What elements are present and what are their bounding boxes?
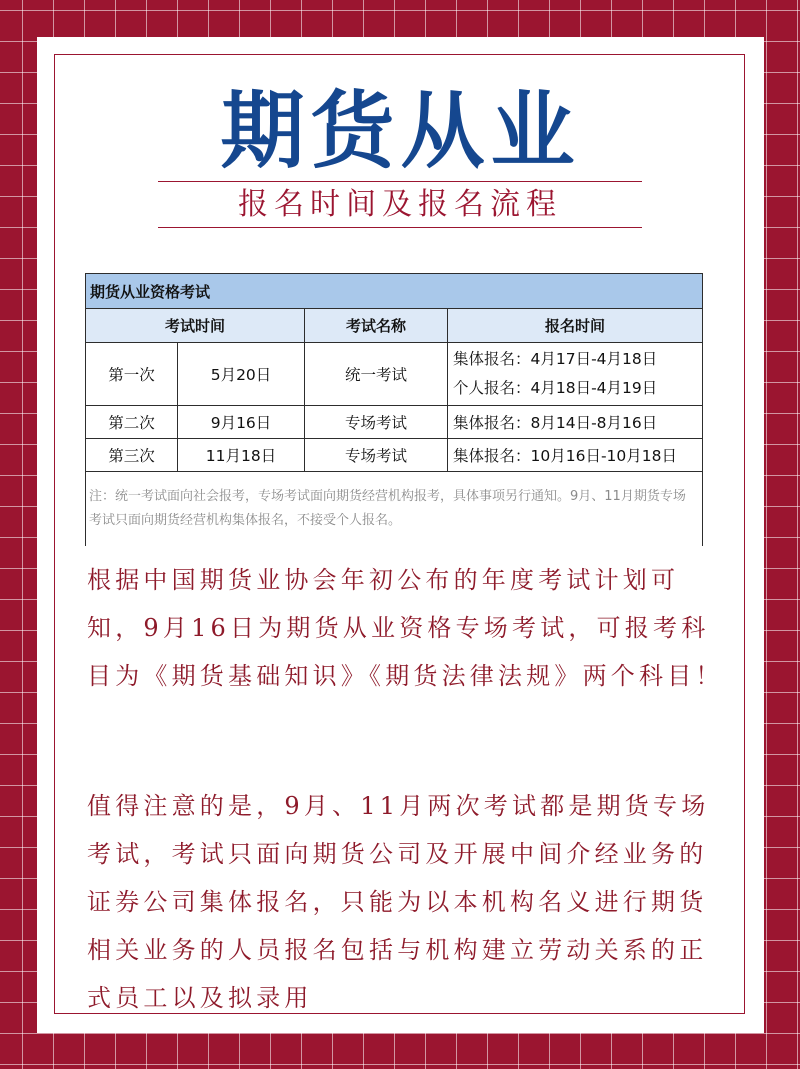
registration-line: 集体报名：10月16日-10月18日: [453, 447, 677, 465]
table-note-row: [86, 472, 703, 547]
registration-cell: [448, 439, 703, 472]
exam-schedule-table: [85, 273, 703, 546]
registration-line: 集体报名：8月14日-8月16日: [453, 414, 658, 432]
column-header-exam-time: 考试时间: [86, 309, 305, 343]
table-caption: 期货从业资格考试: [86, 274, 703, 309]
round-cell: 第二次: [86, 406, 178, 439]
registration-cell: [448, 406, 703, 439]
column-header-registration-time: 报名时间: [448, 309, 703, 343]
table-row: [86, 439, 703, 472]
body-paragraph: 值得注意的是，9月、11月两次考试都是期货专场考试，考试只面向期货公司及开展中间介经业务的证券公司集体报名，只能为以本机构名义进行期货相关业务的人员报名包括与机构建立劳动关系的正式员工以及拟录用: [87, 792, 710, 1012]
registration-line: 集体报名：4月17日-4月18日: [453, 350, 658, 368]
table-caption-row: [86, 274, 703, 309]
round-cell: 第三次: [86, 439, 178, 472]
date-cell: 9月16日: [178, 406, 305, 439]
registration-line: 个人报名：4月18日-4月19日: [453, 379, 658, 397]
exam-name-cell: 专场考试: [305, 406, 448, 439]
table-note: 注：统一考试面向社会报考，专场考试面向期货经营机构报考，具体事项另行通知。9月、11月期货专场考试只面向期货经营机构集体报名，不接受个人报名。: [86, 472, 703, 547]
table-row: [86, 343, 703, 406]
registration-cell: [448, 343, 703, 406]
column-header-exam-name: 考试名称: [305, 309, 448, 343]
poster-card: [37, 37, 764, 1033]
round-cell: 第一次: [86, 343, 178, 406]
table-row: [86, 406, 703, 439]
date-cell: 5月20日: [178, 343, 305, 406]
subtitle-top-rule: [158, 181, 642, 182]
date-cell: 11月18日: [178, 439, 305, 472]
page-title: 期货从业: [220, 82, 581, 180]
subtitle-bottom-rule: [158, 227, 642, 228]
page-subtitle: 报名时间及报名流程: [238, 187, 562, 222]
table-header-row: [86, 309, 703, 343]
exam-name-cell: 专场考试: [305, 439, 448, 472]
exam-name-cell: 统一考试: [305, 343, 448, 406]
body-paragraph: 根据中国期货业协会年初公布的年度考试计划可知，9月16日为期货从业资格专场考试，可报考科目为《期货基础知识》《期货法律法规》两个科目！: [87, 566, 724, 690]
